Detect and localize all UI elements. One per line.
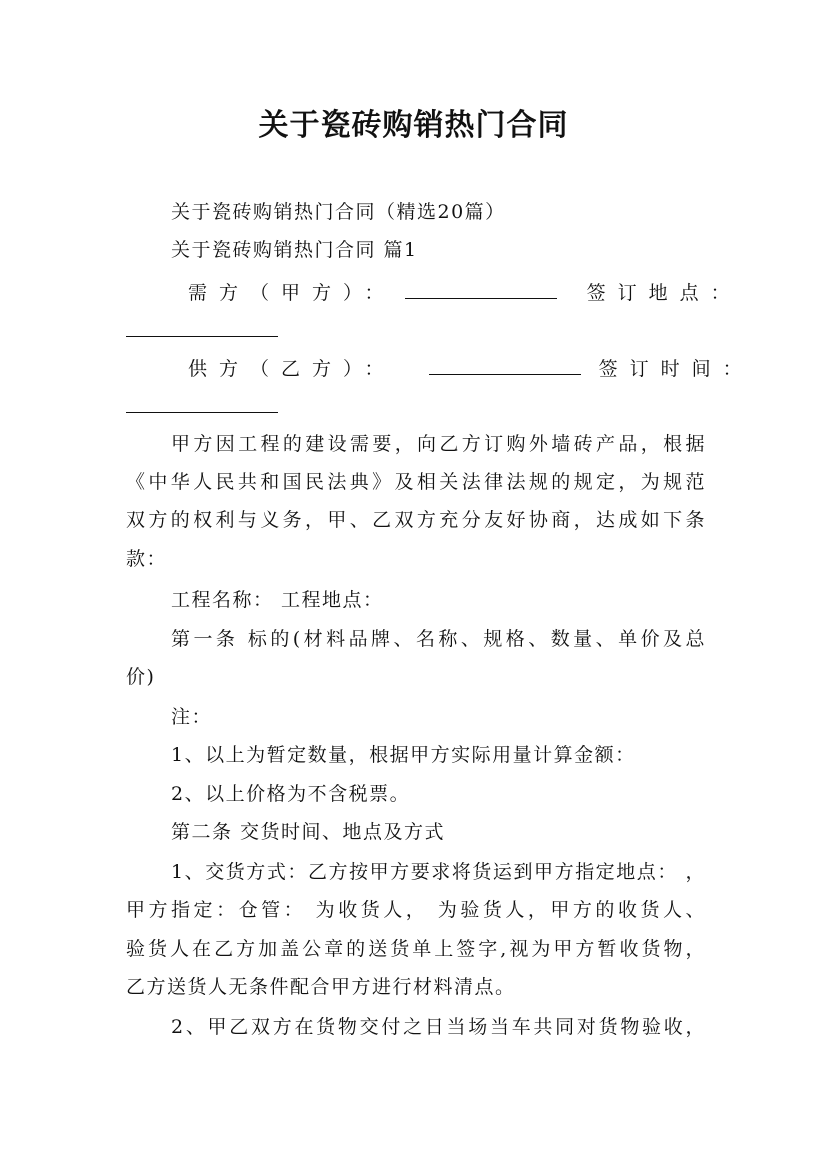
article1-line: 第一条 标的(材料品牌、名称、规格、数量、单价及总 [171, 628, 706, 650]
buyer-row [188, 278, 742, 305]
sign-place-row [126, 316, 706, 343]
seller-row [188, 354, 754, 381]
article1-line: 价) [126, 666, 156, 688]
document-subtitle: 关于瓷砖购销热门合同（精选20篇） [171, 201, 506, 223]
part-heading: 关于瓷砖购销热门合同 篇1 [171, 239, 418, 261]
article2-heading: 第二条 交货时间、地点及方式 [171, 821, 446, 843]
sign-time-label: 签订时间： [598, 358, 754, 380]
intro-line: 《中华人民共和国民法典》及相关法律法规的规定，为规范 [126, 471, 706, 493]
seller-blank [429, 354, 581, 375]
note-label: 注： [171, 706, 213, 728]
article2-line: 1、交货方式：乙方按甲方要求将货运到甲方指定地点： ， [171, 861, 706, 883]
note-item: 1、以上为暂定数量，根据甲方实际用量计算金额： [171, 744, 636, 766]
article2-line: 乙方送货人无条件配合甲方进行材料清点。 [126, 976, 516, 998]
sign-place-blank [126, 316, 278, 337]
sign-time-row [126, 392, 706, 419]
intro-line: 双方的权利与义务，甲、乙双方充分友好协商，达成如下条 [126, 509, 706, 531]
buyer-label: 需方（甲方）： [188, 282, 396, 304]
project-line: 工程名称： 工程地点： [171, 589, 384, 611]
article2-line: 甲方指定：仓管： 为收货人， 为验货人，甲方的收货人、 [126, 899, 706, 921]
seller-label: 供方（乙方）： [188, 358, 396, 380]
sign-time-blank [126, 392, 278, 413]
intro-line: 款： [126, 548, 168, 570]
note-item: 2、以上价格为不含税票。 [171, 783, 411, 805]
article2-item2: 2、甲乙双方在货物交付之日当场当车共同对货物验收， [171, 1016, 706, 1038]
intro-line: 甲方因工程的建设需要，向乙方订购外墙砖产品，根据 [171, 433, 706, 455]
article2-line: 验货人在乙方加盖公章的送货单上签字,视为甲方暂收货物， [126, 938, 706, 960]
sign-place-label: 签订地点： [586, 282, 742, 304]
buyer-blank [405, 278, 557, 299]
document-title: 关于瓷砖购销热门合同 [258, 108, 569, 143]
